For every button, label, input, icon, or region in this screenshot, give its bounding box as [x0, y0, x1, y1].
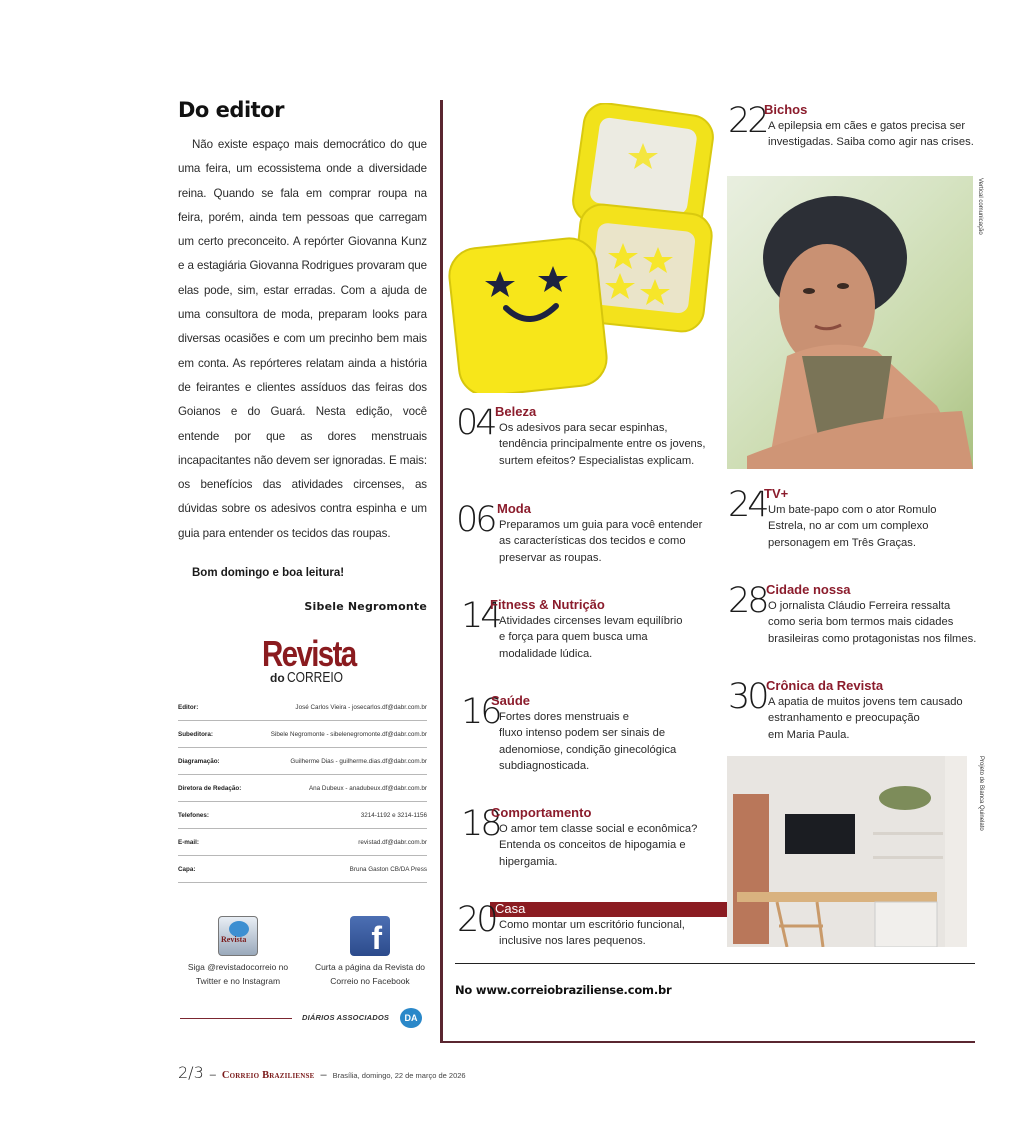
toc-section-title[interactable]: Cidade nossa [766, 582, 851, 597]
page-number: 2/3 [178, 1063, 204, 1082]
staff-label: Editor: [178, 703, 199, 711]
frame-bottom-border [440, 1041, 975, 1043]
staff-label: Telefones: [178, 811, 210, 819]
frame-left-border [440, 100, 443, 1043]
casa-highlight-bar [490, 902, 727, 917]
logo-do-text: do [270, 671, 285, 685]
staff-row [178, 748, 427, 775]
staff-row [178, 829, 427, 856]
toc-page-number: 16 [461, 692, 500, 732]
editor-signature: Sibele Negromonte [304, 600, 427, 613]
photo-credit-office: Projeto de Bianca Quinelato [978, 756, 984, 831]
toc-section-title[interactable]: Casa [495, 901, 526, 916]
toc-section-title[interactable]: Comportamento [491, 805, 592, 820]
staff-label: Diretora de Redação: [178, 784, 242, 792]
toc-page-number: 28 [728, 581, 767, 621]
photo-credit-actor: Vertical comunicação [977, 178, 983, 235]
staff-row [178, 802, 427, 829]
toc-page-number: 06 [456, 500, 495, 540]
newspaper-brand: Correio Braziliense [221, 1070, 315, 1081]
divider [455, 963, 975, 964]
footer-separator: – [320, 1069, 327, 1081]
diarios-associados-logo-icon: DA [400, 1008, 422, 1028]
home-office-photo [727, 756, 967, 947]
facebook-link[interactable] [310, 916, 430, 988]
staff-label: Capa: [178, 865, 196, 873]
toc-description: Preparamos um guia para você entender as características dos tecidos e como preservar as roupas. [499, 519, 703, 564]
toc-description: Fortes dores menstruais e fluxo intenso podem ser sinais de adenomiose, condição ginecológica subdiagnosticada. [499, 711, 677, 773]
toc-page-number: 04 [456, 403, 495, 443]
page-footer [178, 1063, 466, 1082]
staff-value: revistad.df@dabr.com.br [358, 838, 427, 846]
staff-row [178, 775, 427, 802]
toc-page-number: 20 [457, 900, 496, 940]
staff-row [178, 856, 427, 883]
twitter-label: Siga @revistadocorreio no Twitter e no Instagram [187, 962, 289, 986]
social-links [178, 916, 427, 996]
twitter-link[interactable] [178, 916, 298, 988]
editor-letter: Não existe espaço mais democrático do que uma feira, um ecossistema onde a diversidade reina. Quando se fala em comprar roupa na feira, porém, ainda tem pessoas que carregam um certo preconceito. A repórter Giovanna Kunz e a estagiária Giovanna Rodrigues provaram que elas pode, sim, estar erradas. Com a ajuda de uma consultora de moda, preparam looks para diversas ocasiões e com um precinho bem mais em conta. As repórteres relatam ainda a história de feirantes e clientes assíduos das feiras dos Goianos e do Guará. Nesta edição, você entende por que as dores menstruais incapacitantes não devem ser ignoradas. E mais: os benefícios das atividades circenses, as dúvidas sobre os adesivos contra espinha e um guia para entender os tecidos das roupas. [178, 138, 427, 540]
toc-section-title[interactable]: Crônica da Revista [766, 678, 884, 693]
toc-description: Os adesivos para secar espinhas, tendência principalmente entre os jovens, surtem efeitos? Especialistas explicam. [499, 422, 706, 467]
toc-page-number: 18 [461, 804, 500, 844]
toc-description: O jornalista Cláudio Ferreira ressalta como seria bom termos mais cidades brasileiras como protagonistas nos filmes. [768, 600, 977, 645]
staff-value: Ana Dubeux - anadubeux.df@dabr.com.br [308, 784, 427, 792]
toc-description: A apatia de muitos jovens tem causado estranhamento e preocupação em Maria Paula. [768, 696, 963, 741]
staff-label: Diagramação: [178, 757, 220, 765]
staff-box [178, 694, 427, 883]
twitter-revista-icon[interactable]: Revista [218, 916, 258, 956]
toc-page-number: 30 [728, 677, 767, 717]
toc-description: Atividades circenses levam equilíbrio e força para quem busca uma modalidade lúdica. [499, 615, 683, 660]
staff-row [178, 721, 427, 748]
logo-revista-text: Revista [262, 633, 356, 674]
toc-page-number: 22 [728, 101, 767, 141]
logo-correio-text: CORREIO [287, 669, 344, 686]
staff-label: Subeditora: [178, 730, 213, 738]
toc-description: Um bate-papo com o ator Romulo Estrela, no ar com um complexo personagem em Três Graças. [768, 504, 937, 549]
toc-description: A epilepsia em cães e gatos precisa ser investigadas. Saiba como agir nas crises. [768, 120, 974, 149]
staff-value: 3214-1192 e 3214-1156 [360, 811, 427, 819]
toc-section-title[interactable]: Beleza [495, 404, 537, 419]
staff-value: Sibele Negromonte - sibelenegromonte.df@dabr.com.br [270, 730, 427, 738]
website-link[interactable]: No www.correiobraziliense.com.br [455, 983, 672, 997]
toc-section-title[interactable]: TV+ [764, 486, 789, 501]
divider [180, 1018, 292, 1019]
toc-section-title[interactable]: Fitness & Nutrição [490, 597, 605, 612]
toc-description: O amor tem classe social e econômica? Entenda os conceitos de hipogamia e hipergamia. [499, 823, 698, 868]
revista-do-correio-logo [262, 633, 362, 690]
toc-page-number: 24 [728, 485, 767, 525]
staff-value: Guilherme Dias - guilherme.dias.df@dabr.com.br [290, 757, 427, 765]
actor-romulo-estrela-photo [727, 176, 973, 469]
toc-section-title[interactable]: Saúde [491, 693, 531, 708]
staff-value: José Carlos Vieira - josecarlos.df@dabr.com.br [295, 703, 427, 711]
footer-separator: – [209, 1069, 216, 1081]
pimple-patch-case-image [448, 103, 720, 393]
diarios-associados-text: DIÁRIOS ASSOCIADOS [302, 1013, 390, 1022]
facebook-icon[interactable]: f [350, 916, 390, 956]
staff-row [178, 694, 427, 721]
staff-label: E-mail: [178, 838, 199, 846]
toc-page-number: 14 [461, 596, 500, 636]
editor-title: Do editor [178, 98, 284, 122]
editor-greeting: Bom domingo e boa leitura! [192, 567, 345, 579]
toc-section-title[interactable]: Bichos [764, 102, 808, 117]
edition-date: Brasília, domingo, 22 de março de 2026 [332, 1071, 466, 1080]
toc-section-title[interactable]: Moda [497, 501, 531, 516]
facebook-label: Curta a página da Revista do Correio no Facebook [314, 962, 426, 986]
staff-value: Bruna Gaston CB/DA Press [349, 865, 427, 873]
toc-description: Como montar um escritório funcional, inclusive nos lares pequenos. [499, 919, 685, 948]
